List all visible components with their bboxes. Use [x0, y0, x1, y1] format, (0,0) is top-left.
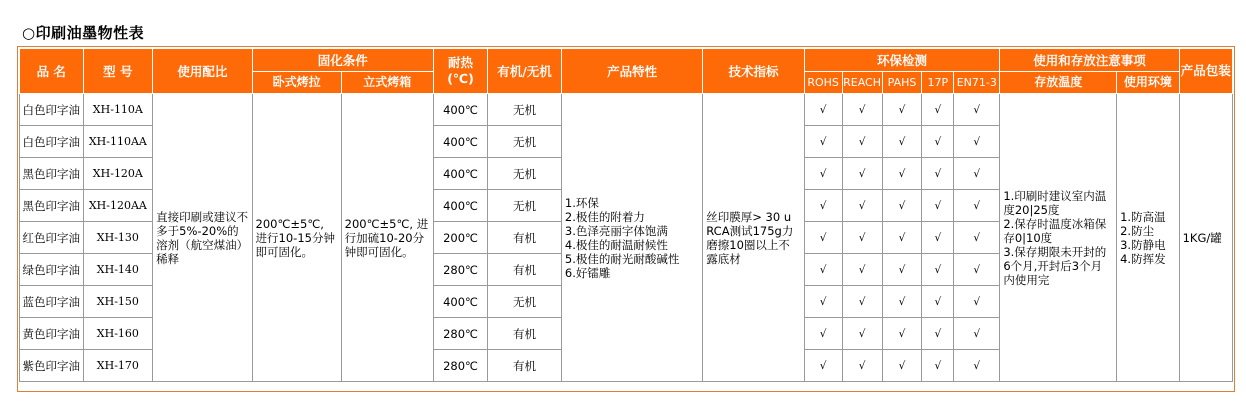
cell-organic: 有机 — [488, 222, 562, 254]
ink-properties-table — [19, 48, 1233, 382]
cell-organic: 有机 — [488, 254, 562, 286]
cell-check-17p: √ — [922, 350, 954, 382]
cell-check-pahs: √ — [882, 286, 922, 318]
cell-organic: 无机 — [488, 126, 562, 158]
cell-check-en71: √ — [954, 318, 1000, 350]
cell-model: XH-120A — [83, 158, 153, 190]
cell-heat: 400℃ — [433, 158, 487, 190]
header-usage-env: 使用环境 — [1117, 72, 1180, 94]
cell-check-17p: √ — [922, 222, 954, 254]
cell-check-reach: √ — [842, 222, 882, 254]
cell-heat: 400℃ — [433, 286, 487, 318]
cell-check-reach: √ — [842, 190, 882, 222]
cell-check-rohs: √ — [804, 318, 842, 350]
cell-check-reach: √ — [842, 126, 882, 158]
cell-check-en71: √ — [954, 94, 1000, 126]
cell-storage-temp: 1.印刷时建议室内温度20|25度 2.保存时温度冰箱保存0|10度 3.保存期限未开封的6个月,开封后3个月内使用完 — [1000, 94, 1117, 382]
cell-model: XH-110AA — [83, 126, 153, 158]
cell-model: XH-160 — [83, 318, 153, 350]
cell-tech: 丝印膜厚> 30 u RCA测试175g力磨擦10圈以上不露底材 — [703, 94, 804, 382]
header-storage-temp: 存放温度 — [1000, 72, 1117, 94]
header-env-17p: 17P — [922, 72, 954, 94]
header-heat: 耐热 (℃) — [433, 49, 487, 94]
cell-model: XH-150 — [83, 286, 153, 318]
header-env-pahs: PAHS — [882, 72, 922, 94]
cell-name: 紫色印字油 — [20, 350, 84, 382]
cell-organic: 无机 — [488, 158, 562, 190]
header-usage-group: 使用和存放注意事项 — [1000, 49, 1179, 72]
cell-check-reach: √ — [842, 254, 882, 286]
cell-check-en71: √ — [954, 286, 1000, 318]
header-ratio: 使用配比 — [153, 49, 252, 94]
cell-check-en71: √ — [954, 126, 1000, 158]
cell-organic: 有机 — [488, 318, 562, 350]
header-env-en71: EN71-3 — [954, 72, 1000, 94]
cell-check-pahs: √ — [882, 126, 922, 158]
cell-check-rohs: √ — [804, 350, 842, 382]
cell-check-rohs: √ — [804, 94, 842, 126]
cell-check-pahs: √ — [882, 254, 922, 286]
header-package: 产品包装 — [1179, 49, 1232, 94]
cell-name: 白色印字油 — [20, 126, 84, 158]
cell-name: 蓝色印字油 — [20, 286, 84, 318]
cell-check-reach: √ — [842, 318, 882, 350]
cell-name: 黄色印字油 — [20, 318, 84, 350]
cell-heat: 280℃ — [433, 254, 487, 286]
cell-ratio: 直接印刷或建议不多于5%-20%的溶剂（航空煤油）稀释 — [153, 94, 252, 382]
cell-check-pahs: √ — [882, 318, 922, 350]
cell-organic: 无机 — [488, 286, 562, 318]
cell-check-reach: √ — [842, 350, 882, 382]
cell-check-rohs: √ — [804, 286, 842, 318]
header-tech: 技术指标 — [703, 49, 804, 94]
cell-name: 红色印字油 — [20, 222, 84, 254]
cell-check-rohs: √ — [804, 126, 842, 158]
cell-heat: 400℃ — [433, 126, 487, 158]
cell-name: 黑色印字油 — [20, 158, 84, 190]
cell-model: XH-140 — [83, 254, 153, 286]
cell-check-reach: √ — [842, 286, 882, 318]
cell-heat: 280℃ — [433, 350, 487, 382]
cell-features: 1.环保 2.极佳的附着力 3.色泽亮丽字体饱满 4.极佳的耐温耐候性 5.极佳的耐光耐酸碱性 6.好镭雕 — [561, 94, 702, 382]
cell-check-17p: √ — [922, 254, 954, 286]
cell-check-en71: √ — [954, 254, 1000, 286]
header-organic: 有机/无机 — [488, 49, 562, 94]
cell-organic: 无机 — [488, 94, 562, 126]
cell-check-17p: √ — [922, 286, 954, 318]
cell-check-reach: √ — [842, 94, 882, 126]
cell-usage-env: 1.防高温 2.防尘 3.防静电 4.防挥发 — [1117, 94, 1180, 382]
cell-check-17p: √ — [922, 190, 954, 222]
cell-heat: 400℃ — [433, 94, 487, 126]
cell-package: 1KG/罐 — [1179, 94, 1232, 382]
table-row — [20, 94, 1233, 126]
cell-name: 黑色印字油 — [20, 190, 84, 222]
header-features: 产品特性 — [561, 49, 702, 94]
header-env-rohs: ROHS — [804, 72, 842, 94]
cell-model: XH-110A — [83, 94, 153, 126]
cell-name: 绿色印字油 — [20, 254, 84, 286]
cell-check-17p: √ — [922, 126, 954, 158]
cell-check-rohs: √ — [804, 190, 842, 222]
cell-check-en71: √ — [954, 350, 1000, 382]
header-cure-vertical: 立式烤箱 — [341, 72, 433, 94]
header-cure-group: 固化条件 — [252, 49, 433, 72]
cell-model: XH-170 — [83, 350, 153, 382]
table-body — [20, 94, 1233, 382]
cell-heat: 280℃ — [433, 318, 487, 350]
cell-check-pahs: √ — [882, 350, 922, 382]
header-env-group: 环保检测 — [804, 49, 1000, 72]
header-env-reach: REACH — [842, 72, 882, 94]
cell-organic: 有机 — [488, 350, 562, 382]
cell-check-rohs: √ — [804, 158, 842, 190]
cell-name: 白色印字油 — [20, 94, 84, 126]
cell-check-rohs: √ — [804, 254, 842, 286]
cell-check-pahs: √ — [882, 158, 922, 190]
cell-check-17p: √ — [922, 318, 954, 350]
cell-organic: 无机 — [488, 190, 562, 222]
cell-cure-vertical: 200℃±5℃, 进行加硫10-20分钟即可固化。 — [341, 94, 433, 382]
header-cure-horizontal: 卧式烤拉 — [252, 72, 341, 94]
header-name: 品 名 — [20, 49, 84, 94]
cell-check-pahs: √ — [882, 94, 922, 126]
cell-check-rohs: √ — [804, 222, 842, 254]
header-model: 型 号 — [83, 49, 153, 94]
cell-check-en71: √ — [954, 190, 1000, 222]
page-title: ○印刷油墨物性表 — [22, 24, 145, 42]
cell-model: XH-120AA — [83, 190, 153, 222]
cell-cure-horizontal: 200℃±5℃, 进行10-15分钟即可固化。 — [252, 94, 341, 382]
cell-check-en71: √ — [954, 222, 1000, 254]
cell-check-17p: √ — [922, 94, 954, 126]
cell-check-pahs: √ — [882, 190, 922, 222]
cell-heat: 400℃ — [433, 190, 487, 222]
cell-check-pahs: √ — [882, 222, 922, 254]
cell-heat: 200℃ — [433, 222, 487, 254]
cell-model: XH-130 — [83, 222, 153, 254]
cell-check-reach: √ — [842, 158, 882, 190]
cell-check-en71: √ — [954, 158, 1000, 190]
cell-check-17p: √ — [922, 158, 954, 190]
